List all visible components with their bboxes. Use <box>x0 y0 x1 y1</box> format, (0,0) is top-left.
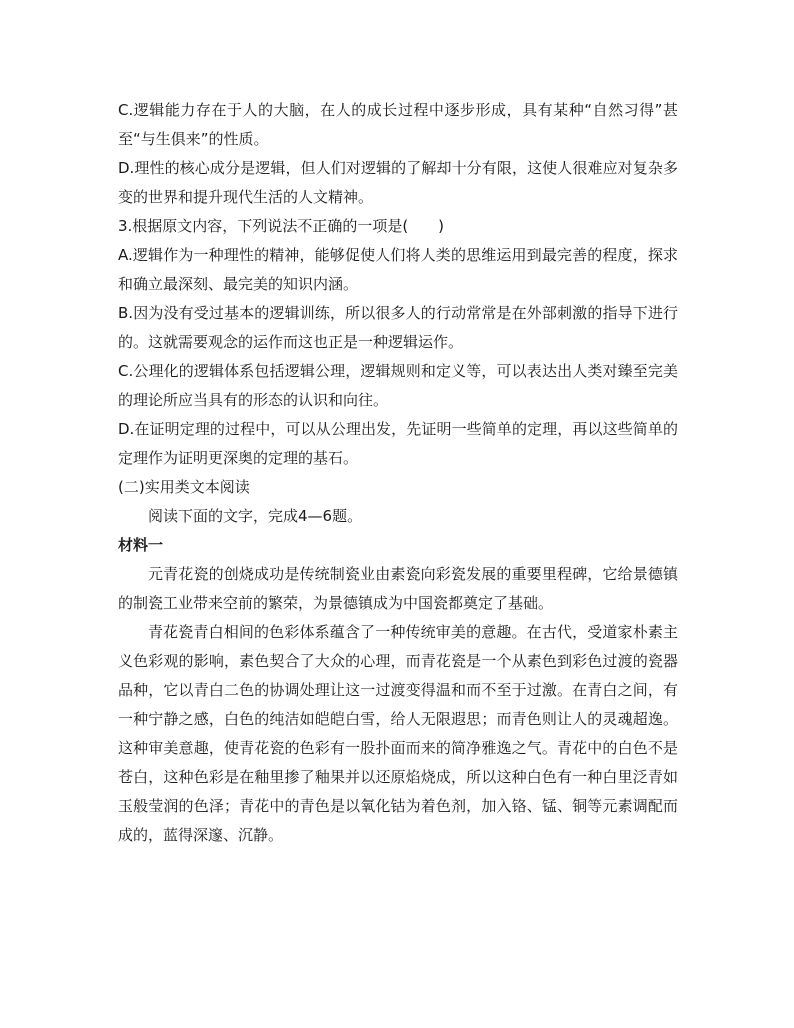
q2-option-d: D.理性的核心成分是逻辑，但人们对逻辑的了解却十分有限，这使人很难应对复杂多变的世界和提升现代生活的人文精神。 <box>118 159 678 206</box>
q3-option-a: A.逻辑作为一种理性的精神，能够促使人们将人类的思维运用到最完善的程度，探求和确立最深刻、最完美的知识内涵。 <box>118 246 678 293</box>
q3-stem: 3.根据原文内容，下列说法不正确的一项是( ) <box>118 217 445 235</box>
section-heading: (二)实用类文本阅读 <box>118 478 250 496</box>
material-paragraph-2: 青花瓷青白相间的色彩体系蕴含了一种传统审美的意趣。在古代，受道家朴素主义色彩观的影响，素色契合了大众的心理，而青花瓷是一个从素色到彩色过渡的瓷器品种，它以青白二色的协调处理让这一过渡变得温和而不至于过激。在青白之间，有一种宁静之感，白色的纯洁如皑皑白雪，给人无限遐思；而青色则让人的灵魂超逸。这种审美意趣，使青花瓷的色彩有一股扑面而来的简净雅逸之气。青花中的白色不是苍白，这种色彩是在釉里掺了釉果并以还原焰烧成，所以这种白色有一种白里泛青如玉般莹润的色泽；青花中的青色是以氧化钴为着色剂，加入铬、锰、铜等元素调配而成的，蓝得深邃、沉静。 <box>118 623 678 844</box>
q3-option-b: B.因为没有受过基本的逻辑训练，所以很多人的行动常常是在外部刺激的指导下进行的。这就需要观念的运作而这也正是一种逻辑运作。 <box>118 304 678 351</box>
q3-option-d: D.在证明定理的过程中，可以从公理出发，先证明一些简单的定理，再以这些简单的定理作为证明更深奥的定理的基石。 <box>118 420 678 467</box>
document-content <box>118 96 678 850</box>
material-title: 材料一 <box>118 536 164 554</box>
q2-option-c: C.逻辑能力存在于人的大脑，在人的成长过程中逐步形成，具有某种“自然习得”甚至“与生俱来”的性质。 <box>118 101 678 148</box>
material-paragraph-1: 元青花瓷的创烧成功是传统制瓷业由素瓷向彩瓷发展的重要里程碑，它给景德镇的制瓷工业带来空前的繁荣，为景德镇成为中国瓷都奠定了基础。 <box>118 565 678 612</box>
q3-option-c: C.公理化的逻辑体系包括逻辑公理，逻辑规则和定义等，可以表达出人类对臻至完美的理论所应当具有的形态的认识和向往。 <box>118 362 678 409</box>
section-instruction: 阅读下面的文字，完成4—6题。 <box>148 507 363 525</box>
